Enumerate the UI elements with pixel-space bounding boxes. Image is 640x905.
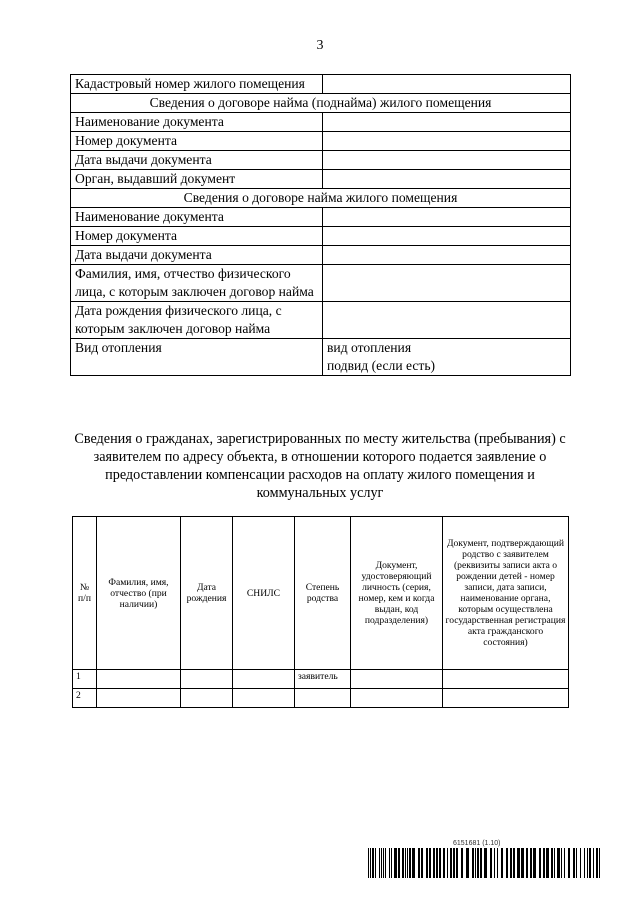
barcode-bar [375,848,376,878]
citizens-table [72,516,569,708]
table-cell[interactable] [351,670,443,689]
barcode-bar [584,848,585,878]
field-value[interactable] [323,246,571,265]
barcode-bar [497,848,498,878]
field-row [71,246,571,265]
barcode-bar [389,848,390,878]
barcode-bar [576,848,577,878]
field-value[interactable] [323,208,571,227]
barcode-bar [418,848,420,878]
table-row [73,689,569,708]
barcode-bar [580,848,581,878]
housing-info-table [70,74,571,376]
field-value[interactable] [323,151,571,170]
barcode-bar [443,848,445,878]
field-row [71,302,571,339]
field-value-line: вид отопления [327,340,412,355]
table-cell[interactable] [97,689,181,708]
field-label: Орган, выдавший документ [71,170,323,189]
field-value[interactable] [323,132,571,151]
field-label: Наименование документа [71,208,323,227]
barcode-bar [405,848,406,878]
barcode-bar [517,848,520,878]
barcode-bar [539,848,541,878]
barcode-bar [409,848,411,878]
table-cell[interactable] [233,670,295,689]
field-label: Номер документа [71,227,323,246]
barcode-bar [383,848,384,878]
barcode-bar [526,848,528,878]
section-title: Сведения о договоре найма жилого помещения [71,189,571,208]
table-cell[interactable] [295,689,351,708]
barcode-bar [501,848,503,878]
column-header: Фамилия, имя, отчество (при наличии) [97,517,181,670]
barcode-bar [490,848,492,878]
field-value[interactable] [323,227,571,246]
barcode-bar [421,848,423,878]
barcode-bar [510,848,512,878]
field-row [71,265,571,302]
column-header: Документ, подтверждающий родство с заявителем (реквизиты записи акта о рождении детей - номер записи, дата записи, наименование органа, которым осуществлена государственная регистрация акта гражданского состояния) [443,517,569,670]
field-value[interactable] [323,302,571,339]
table-cell[interactable] [443,670,569,689]
table-cell[interactable]: 2 [73,689,97,708]
field-label: Номер документа [71,132,323,151]
column-header: СНИЛС [233,517,295,670]
table-cell[interactable] [181,670,233,689]
section-row [71,94,571,113]
field-label: Дата рождения физического лица, с которым заключен договор найма [71,302,323,339]
barcode-bar [480,848,482,878]
barcode-bar [391,848,392,878]
field-value[interactable] [323,265,571,302]
table-cell[interactable]: 1 [73,670,97,689]
field-row [71,227,571,246]
barcode-bar [372,848,374,878]
barcode-bar [394,848,397,878]
barcode-bar [573,848,575,878]
barcode-bar [439,848,441,878]
barcode-bar [506,848,508,878]
barcode-bar [554,848,555,878]
barcode-bar [596,848,598,878]
barcode-bar [564,848,565,878]
field-row [71,132,571,151]
field-row [71,339,571,376]
field-label: Кадастровый номер жилого помещения [71,75,323,94]
barcode-bar [543,848,545,878]
field-row [71,75,571,94]
column-header: Степень родства [295,517,351,670]
section-title: Сведения о договоре найма (поднайма) жилого помещения [71,94,571,113]
barcode-bar [407,848,408,878]
barcode-bar [412,848,415,878]
barcode-bar [456,848,458,878]
barcode-bar [513,848,515,878]
field-value-line: подвид (если есть) [327,358,436,373]
barcode-bar [381,848,382,878]
table-cell[interactable] [181,689,233,708]
barcode-bar [370,848,371,878]
barcode-bar [402,848,404,878]
field-value[interactable] [323,339,571,376]
barcode-bar [429,848,431,878]
citizens-table-header [73,517,569,670]
field-label: Наименование документа [71,113,323,132]
field-label: Вид отопления [71,339,323,376]
barcode-bar [484,848,487,878]
field-row [71,113,571,132]
column-header: Дата рождения [181,517,233,670]
barcode-bar [568,848,570,878]
page-number: 3 [316,38,324,53]
field-row [71,208,571,227]
field-label: Фамилия, имя, отчество физического лица, с которым заключен договор найма [71,265,323,302]
barcode-bar [551,848,553,878]
table-row [73,670,569,689]
field-value[interactable] [323,75,571,94]
barcode-bar [379,848,380,878]
field-label: Дата выдачи документа [71,151,323,170]
column-header: Документ, удостоверяющий личность (серия, номер, кем и когда выдан, код подразделения) [351,517,443,670]
barcode-bar [494,848,495,878]
barcode-bar [461,848,463,878]
barcode-bar [453,848,455,878]
table-cell[interactable] [443,689,569,708]
field-row [71,151,571,170]
barcode-bar [466,848,469,878]
barcode-bar [587,848,588,878]
table-cell[interactable] [97,670,181,689]
barcode-bar [436,848,438,878]
barcode-bar [599,848,600,878]
barcode-bar [426,848,428,878]
field-value[interactable] [323,113,571,132]
barcode-bar [368,848,369,878]
barcode [368,848,602,878]
barcode-bar [589,848,591,878]
table-cell[interactable] [351,689,443,708]
barcode-bar [447,848,448,878]
barcode-bar [450,848,452,878]
barcode-bar [557,848,560,878]
barcode-bar [398,848,400,878]
field-row [71,170,571,189]
barcode-bar [477,848,479,878]
barcode-bar [530,848,532,878]
barcode-bar [475,848,476,878]
barcode-bar [561,848,562,878]
table-cell[interactable] [233,689,295,708]
table-cell[interactable]: заявитель [295,670,351,689]
column-header: № п/п [73,517,97,670]
section-row [71,189,571,208]
barcode-bar [546,848,549,878]
barcode-bar [521,848,524,878]
barcode-bar [533,848,536,878]
field-value[interactable] [323,170,571,189]
barcode-bar [472,848,474,878]
field-label: Дата выдачи документа [71,246,323,265]
citizens-section-caption: Сведения о гражданах, зарегистрированных по месту жительства (пребывания) с заявителем по адресу объекта, в отношении которого подается заявление о предоставлении компенсации расходов на оплату жилого помещения и коммунальных услуг [74,431,566,501]
barcode-label: 6151681 (1.10) [453,840,501,847]
barcode-bar [433,848,435,878]
barcode-bar [593,848,594,878]
barcode-bar [385,848,386,878]
